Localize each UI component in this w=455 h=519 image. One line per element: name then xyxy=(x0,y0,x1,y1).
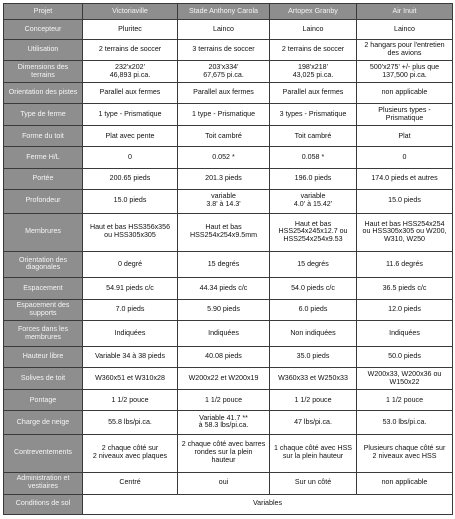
table-row xyxy=(4,61,453,83)
table-row xyxy=(4,347,453,368)
row-label: Ferme H/L xyxy=(4,147,83,168)
table-cell: 2 hangars pour l'entretien des avions xyxy=(357,40,453,61)
table-cell: W360x33 et W250x33 xyxy=(270,368,357,390)
table-cell: 3 types - Prismatique xyxy=(270,104,357,126)
table-cell: 201.3 pieds xyxy=(178,168,270,189)
table-cell: 2 chaque côté avec barres rondes sur la plein hauteur xyxy=(178,434,270,472)
table-cell: Haut et bas HSS254x254x9.5mm xyxy=(178,213,270,251)
table-row xyxy=(4,168,453,189)
table-cell: 53.0 lbs/pi.ca. xyxy=(357,411,453,434)
table-cell: 0.052 * xyxy=(178,147,270,168)
table-cell: 3 terrains de soccer xyxy=(178,40,270,61)
table-cell: Plusieurs chaque côté sur 2 niveaux avec HSS xyxy=(357,434,453,472)
table-cell: 1 1/2 pouce xyxy=(270,390,357,411)
row-label: Charge de neige xyxy=(4,411,83,434)
table-row xyxy=(4,434,453,472)
header-row xyxy=(4,4,453,20)
table-cell: 47 lbs/pi.ca. xyxy=(270,411,357,434)
row-label: Concepteur xyxy=(4,20,83,40)
col-header-air-inuit: Air Inuit xyxy=(357,4,453,20)
table-row xyxy=(4,189,453,213)
table-cell: Indiquées xyxy=(83,321,178,347)
table-cell: Indiquées xyxy=(357,321,453,347)
table-cell: 55.8 lbs/pi.ca. xyxy=(83,411,178,434)
table-cell: 35.0 pieds xyxy=(270,347,357,368)
table-cell: 0 xyxy=(83,147,178,168)
table-cell: Haut et bas HSS356x356 ou HSS305x305 xyxy=(83,213,178,251)
table-cell: Parallel aux fermes xyxy=(83,83,178,104)
project-comparison-table xyxy=(3,3,453,515)
table-cell: Lainco xyxy=(270,20,357,40)
table-cell: Indiquées xyxy=(178,321,270,347)
table-cell: 15 degrés xyxy=(178,251,270,277)
table-cell: 15.0 pieds xyxy=(357,189,453,213)
col-header-projet: Projet xyxy=(4,4,83,20)
col-header-stade-anthony-carola: Stade Anthony Carola xyxy=(178,4,270,20)
table-cell: 15.0 pieds xyxy=(83,189,178,213)
table-cell: Pluritec xyxy=(83,20,178,40)
table-cell: 54.0 pieds c/c xyxy=(270,277,357,299)
table-cell: 11.6 degrés xyxy=(357,251,453,277)
table-cell: Toit cambré xyxy=(178,126,270,147)
table-cell: 15 degrés xyxy=(270,251,357,277)
soil-conditions-value: Variables xyxy=(83,494,453,514)
row-label: Type de ferme xyxy=(4,104,83,126)
table-cell: 2 chaque côté sur 2 niveaux avec plaques xyxy=(83,434,178,472)
table-row xyxy=(4,494,453,514)
table-cell: non applicable xyxy=(357,83,453,104)
row-label: Orientation des pistes xyxy=(4,83,83,104)
table-cell: 200.65 pieds xyxy=(83,168,178,189)
row-label: Solives de toit xyxy=(4,368,83,390)
row-label: Utilisation xyxy=(4,40,83,61)
table-row xyxy=(4,390,453,411)
table-cell: Plat avec pente xyxy=(83,126,178,147)
table-cell: Haut et bas HSS254x254 ou HSS305x305 ou W200, W310, W250 xyxy=(357,213,453,251)
table-cell: 0 degré xyxy=(83,251,178,277)
table-row xyxy=(4,300,453,321)
table-cell: W360x51 et W310x28 xyxy=(83,368,178,390)
table-cell: 7.0 pieds xyxy=(83,300,178,321)
table-cell: 54.91 pieds c/c xyxy=(83,277,178,299)
table-cell: 198'x218' 43,025 pi.ca. xyxy=(270,61,357,83)
row-label: Administration et vestiaires xyxy=(4,472,83,494)
table-cell: 6.0 pieds xyxy=(270,300,357,321)
table-cell: 50.0 pieds xyxy=(357,347,453,368)
table-row xyxy=(4,321,453,347)
table-cell: 36.5 pieds c/c xyxy=(357,277,453,299)
row-label: Profondeur xyxy=(4,189,83,213)
table-row xyxy=(4,213,453,251)
table-cell: W200x22 et W200x19 xyxy=(178,368,270,390)
table-cell: Centré xyxy=(83,472,178,494)
col-header-victoriaville: Victoriaville xyxy=(83,4,178,20)
table-row xyxy=(4,147,453,168)
table-cell: 2 terrains de soccer xyxy=(270,40,357,61)
table-cell: 2 terrains de soccer xyxy=(83,40,178,61)
table-cell: Plusieurs types - Prismatique xyxy=(357,104,453,126)
row-label: Forme du toit xyxy=(4,126,83,147)
table-row xyxy=(4,20,453,40)
table-cell: Parallel aux fermes xyxy=(178,83,270,104)
table-cell: 1 1/2 pouce xyxy=(178,390,270,411)
table-cell: Variable 34 à 38 pieds xyxy=(83,347,178,368)
table-row xyxy=(4,251,453,277)
table-row xyxy=(4,104,453,126)
table-cell: Lainco xyxy=(178,20,270,40)
table-row xyxy=(4,411,453,434)
row-label: Hauteur libre xyxy=(4,347,83,368)
table-cell: variable 4.0' à 15.42' xyxy=(270,189,357,213)
row-label: Conditions de sol xyxy=(4,494,83,514)
row-label: Espacement des supports xyxy=(4,300,83,321)
table-cell: Lainco xyxy=(357,20,453,40)
table-cell: 203'x334' 67,675 pi.ca. xyxy=(178,61,270,83)
table-cell: 500'x275' +/- plus que 137,500 pi.ca. xyxy=(357,61,453,83)
table-body xyxy=(4,20,453,515)
table-cell: 5.90 pieds xyxy=(178,300,270,321)
col-header-artopex-granby: Artopex Granby xyxy=(270,4,357,20)
table-row xyxy=(4,472,453,494)
row-label: Membrures xyxy=(4,213,83,251)
row-label: Dimensions des terrains xyxy=(4,61,83,83)
table-row xyxy=(4,83,453,104)
table-cell: 1 type - Prismatique xyxy=(83,104,178,126)
table-cell: 196.0 pieds xyxy=(270,168,357,189)
table-row xyxy=(4,40,453,61)
table-cell: Variable 41.7 ** à 58.3 lbs/pi.ca. xyxy=(178,411,270,434)
table-cell: Plat xyxy=(357,126,453,147)
table-cell: 1 1/2 pouce xyxy=(83,390,178,411)
table-row xyxy=(4,277,453,299)
table-cell: variable 3.8' à 14.3' xyxy=(178,189,270,213)
table-cell: Non indiquées xyxy=(270,321,357,347)
table-cell: Parallel aux fermes xyxy=(270,83,357,104)
table-cell: 1 1/2 pouce xyxy=(357,390,453,411)
table-cell: 0.058 * xyxy=(270,147,357,168)
row-label: Pontage xyxy=(4,390,83,411)
table-cell: 44.34 pieds c/c xyxy=(178,277,270,299)
table-cell: 0 xyxy=(357,147,453,168)
table-cell: 12.0 pieds xyxy=(357,300,453,321)
table-row xyxy=(4,126,453,147)
table-cell: 232'x202' 46,893 pi.ca. xyxy=(83,61,178,83)
table-cell: Haut et bas HSS254x245x12.7 ou HSS254x254x9.53 xyxy=(270,213,357,251)
table-cell: oui xyxy=(178,472,270,494)
table-cell: 40.08 pieds xyxy=(178,347,270,368)
table-cell: 1 chaque côté avec HSS sur la plein hauteur xyxy=(270,434,357,472)
table-row xyxy=(4,368,453,390)
row-label: Portée xyxy=(4,168,83,189)
table-cell: 1 type - Prismatique xyxy=(178,104,270,126)
table-cell: Toit cambré xyxy=(270,126,357,147)
row-label: Orientation des diagonales xyxy=(4,251,83,277)
table-cell: Sur un côté xyxy=(270,472,357,494)
table-cell: non applicable xyxy=(357,472,453,494)
row-label: Espacement xyxy=(4,277,83,299)
table-cell: 174.0 pieds et autres xyxy=(357,168,453,189)
row-label: Forces dans les membrures xyxy=(4,321,83,347)
table-cell: W200x33, W200x36 ou W150x22 xyxy=(357,368,453,390)
row-label: Contreventements xyxy=(4,434,83,472)
